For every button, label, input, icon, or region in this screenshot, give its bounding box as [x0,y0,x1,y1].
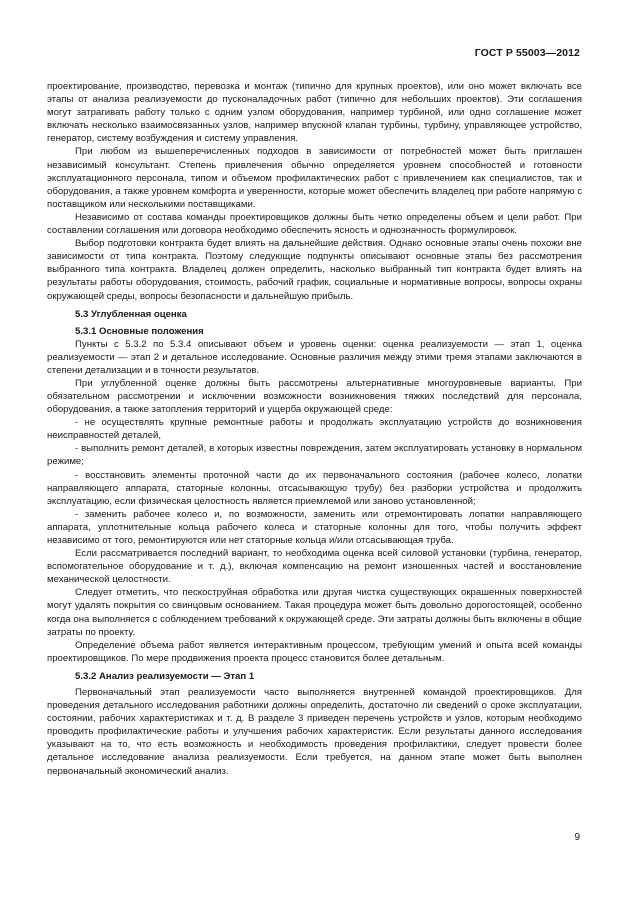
list-item: - восстановить элементы проточной части до их первоначального состояния (рабочее колесо, лопатки направляющего аппарата, статорные колонны, отсасывающую трубу) без разборки устройства и продолжить эксплуатацию, если физическая целостность является приемлемой или заново установленной; [47,469,582,507]
paragraph-contract-choice: Выбор подготовки контракта будет влиять на дальнейшие действия. Однако основные этапы очень похожи вне зависимости от типа контракта. Поэтому следующие подпункты описывают основные этапы без рассмотрения выбранного типа контракта. Владелец должен определить, насколько выбранный тип контракта будет влиять на результаты работы оборудования, стоимость, рабочий график, социальные и нормативные вопросы, вопросы охраны окружающей среды, вопросы безопасности и дальнейшую прибыль. [47,238,582,302]
paragraph-contract-scope: проектирование, производство, перевозка и монтаж (типично для крупных проектов), или оно может включать все этапы от анализа реализуемости до пусконаладочных работ (типично для небольших проектов). Эти соглашения могут затрагивать работу только с одним узлом оборудования, например турбиной, или одно соглашение может включать несколько взаимосвязанных узлов, например впускной клапан турбины, турбину, управляющее устройство, генератор, систему возбуждения и систему управления. [47,81,582,145]
paragraph-team-scope: Независимо от состава команды проектировщиков должны быть четко определены объем и цели работ. При составлении соглашения или договора необходимо обеспечить ясность и однозначность формулировок. [47,211,582,237]
paragraph-feasibility-stage-1: Первоначальный этап реализуемости часто выполняется внутренней командой проектировщиков. Для проведения детального исследования работники должны определить, достаточно ли сведений о сроке эксплуатации, состоянии, рабочих характеристиках и т. д. В разделе 3 приведен перечень устройств и узлов, которым необходимо проводить профилактические работы и улучшения рабочих характеристик. Если результаты данного исследования указывают на то, что есть возможность и необходимость проведения профилактики, следует провести более детальное исследование анализа реализуемости. Если требуется, на данном этапе может быть выполнен первоначальный экономический анализ. [47,686,582,777]
paragraph-scope-process: Определение объема работ является интерактивным процессом, требующим умений и опыта всей команды проектировщиков. По мере продвижения проекта процесс становится более детальным. [47,639,582,664]
list-item: - не осуществлять крупные ремонтные работы и продолжать эксплуатацию устройств до возникновения неисправностей деталей, [47,417,582,442]
paragraph-consultant: При любом из вышеперечисленных подходов в зависимости от потребностей может быть приглашен независимый консультант. Степень привлечения обычно определяется уровнем способностей и готовности эксплуатационного персонала, типом и объемом профилактических работ с привлечением как специалистов, так и оборудования, а также уровнем комфорта и уверенности, которые может обеспечить владелец при работе напрямую с поставщиком или несколькими поставщиками. [47,146,582,210]
list-item: - выполнить ремонт деталей, в которых известны повреждения, затем эксплуатировать установку в нормальном режиме; [47,443,582,468]
section-heading-5-3: 5.3 Углубленная оценка [75,308,187,320]
page-number: 9 [574,832,580,843]
list-item: - заменить рабочее колесо и, по возможности, заменить или отремонтировать лопатки направляющего аппарата, уплотнительные кольца рабочего колеса и статорные колонны для того, чтобы получить эффект независимо от того, ремонтируются или нет статорные кольца и/или отсасывающая труба. [47,508,582,546]
paragraph-assessment-levels: Пункты с 5.3.2 по 5.3.4 описывают объем и уровень оценки: оценка реализуемости — этап 1, оценка реализуемости — этап 2 и детальное исследование. Основные различия между этими тремя этапами заключаются в степени детализации и в точности результатов. [47,338,582,376]
document-body [47,80,582,778]
document-id-header: ГОСТ Р 55003—2012 [474,47,580,59]
section-heading-5-3-1: 5.3.1 Основные положения [75,325,204,337]
paragraph-last-option: Если рассматривается последний вариант, то необходима оценка всей силовой установки (турбина, генератор, вспомогательное оборудование и т. д.), включая компенсацию на ремонт изношенных частей и восстановление механической целостности. [47,548,582,586]
paragraph-sandblasting: Следует отметить, что пескоструйная обработка или другая чистка существующих окрашенных поверхностей могут удалять покрытия со свинцовым основанием. Такая процедура может быть довольно дорогостоящей, особенно когда она выполняется с соблюдением требований к окружающей среде. Эти затраты должны быть включены в общие затраты по проекту. [47,587,582,638]
paragraph-alternatives: При углубленной оценке должны быть рассмотрены альтернативные многоуровневые варианты. При обязательном рассмотрении и исключении возможности возникновения тяжких последствий для персонала, оборудования, а также затопления территорий и ущерба окружающей среде: [47,377,582,416]
section-heading-5-3-2: 5.3.2 Анализ реализуемости — Этап 1 [75,670,255,682]
